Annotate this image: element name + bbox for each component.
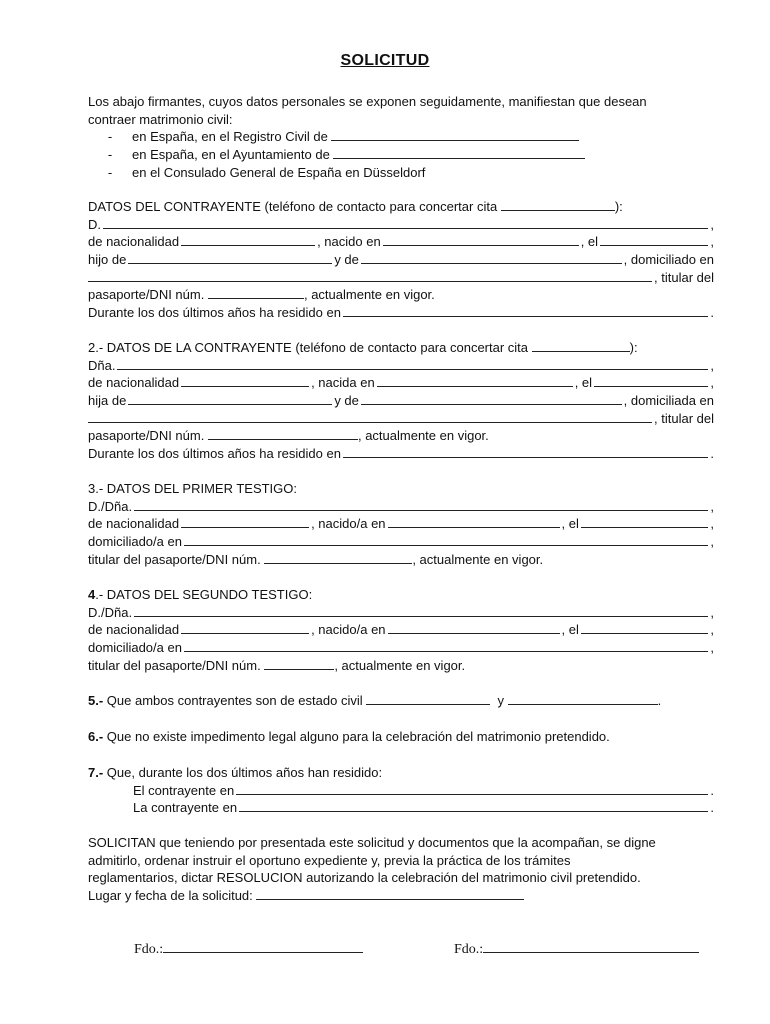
item-number: 7.-: [88, 765, 104, 780]
label: Lugar y fecha de la solicitud:: [88, 888, 253, 904]
label: , nacida en: [311, 375, 375, 391]
option-ayuntamiento: [88, 146, 714, 164]
solicitan-line-3: reglamentarios, dictar RESOLUCION autorizando la celebración del matrimonio civil pretendido.: [88, 870, 641, 886]
contrayenta-parents-line: [88, 392, 714, 410]
label: Durante los dos últimos años ha residido en: [88, 446, 341, 462]
label: de nacionalidad: [88, 622, 180, 638]
label: y de: [334, 252, 359, 268]
section-heading: 2.- DATOS DE LA CONTRAYENTE (teléfono de contacto para concertar cita: [88, 340, 529, 355]
contrayenta-birthdate-field[interactable]: [594, 374, 708, 387]
contrayenta-section: [88, 339, 714, 463]
punct: ):: [614, 199, 623, 214]
item-number: 5.-: [88, 693, 104, 708]
punct: ,: [710, 498, 714, 514]
solicitan-line-2: admitirlo, ordenar instruir el oportuno expediente y, previa la práctica de los trámites: [88, 852, 571, 868]
label: La contrayente en: [133, 800, 238, 816]
punct: ):: [629, 340, 638, 355]
option-label: en España, en el Registro Civil de: [132, 129, 328, 145]
dash-marker: -: [107, 129, 113, 145]
punct: .: [710, 305, 714, 321]
name-prefix: D./Dña.: [88, 604, 133, 620]
contrayente-passport-field[interactable]: [208, 286, 304, 299]
contrayente-phone-field[interactable]: [501, 198, 615, 211]
contrayenta-header: [88, 339, 714, 357]
name-prefix: Dña.: [88, 357, 116, 373]
contrayenta-passport-field[interactable]: [208, 427, 358, 440]
item7-contrayenta-line: [88, 799, 714, 817]
contrayente-parents-line: [88, 251, 714, 269]
option-label: en el Consulado General de España en Düsseldorf: [132, 164, 426, 180]
contrayenta-address-line: [88, 410, 714, 428]
punct: .: [710, 800, 714, 816]
contrayenta-name-line: [88, 357, 714, 375]
contrayente-nationality-field[interactable]: [181, 233, 315, 246]
document-title: SOLICITUD: [340, 52, 430, 69]
contrayenta-residence-field[interactable]: [343, 445, 708, 458]
punct: .: [710, 782, 714, 798]
item7-contrayenta-field[interactable]: [239, 799, 708, 812]
contrayenta-birthplace-field[interactable]: [377, 374, 573, 387]
item7-line: [88, 764, 714, 782]
label: y: [497, 693, 504, 708]
testigo1-name-field[interactable]: [134, 498, 708, 511]
label: titular del pasaporte/DNI núm.: [88, 551, 261, 567]
contrayenta-name-field[interactable]: [117, 357, 708, 370]
registro-civil-field[interactable]: [331, 128, 579, 141]
label: domiciliado/a en: [88, 640, 182, 656]
contrayente-passport-line: [88, 286, 714, 304]
item5-line: [88, 692, 714, 710]
section-heading: 3.- DATOS DEL PRIMER TESTIGO:: [88, 481, 298, 496]
civil-status-contrayente-field[interactable]: [366, 692, 490, 705]
testigo2-address-field[interactable]: [184, 639, 708, 652]
punct: ,: [710, 604, 714, 620]
signature-label: Fdo.:: [454, 942, 484, 957]
testigo1-name-line: [88, 498, 714, 516]
item7-contrayente-field[interactable]: [236, 782, 708, 795]
solicitan-section: [88, 834, 714, 905]
punct: ,: [710, 640, 714, 656]
item-text: Que, durante los dos últimos años han residido:: [106, 765, 383, 780]
label: , nacido/a en: [311, 622, 386, 638]
section-heading: [88, 586, 714, 604]
section-number: 4: [88, 587, 96, 602]
label: El contrayente en: [133, 782, 235, 798]
testigo2-passport-line: [88, 657, 714, 675]
section-heading-text: .- DATOS DEL SEGUNDO TESTIGO:: [95, 587, 313, 602]
label: titular del pasaporte/DNI núm.: [88, 657, 261, 673]
punct: .: [710, 446, 714, 462]
intro-section: [88, 93, 714, 181]
item6-line: [88, 728, 714, 746]
contrayenta-mother-field[interactable]: [361, 392, 622, 405]
contrayente-residence-line: [88, 304, 714, 322]
testigo2-section: [88, 586, 714, 674]
contrayenta-nationality-line: [88, 374, 714, 392]
punct: ,: [710, 516, 714, 532]
punct: ,: [710, 375, 714, 391]
testigo1-section: [88, 480, 714, 568]
testigo2-nationality-line: [88, 621, 714, 639]
label: , domiciliada en: [623, 393, 714, 409]
signature-right: [454, 940, 699, 958]
label: , actualmente en vigor.: [334, 657, 466, 673]
testigo1-birthdate-field[interactable]: [581, 515, 709, 528]
name-prefix: D.: [88, 216, 101, 232]
testigo1-address-line: [88, 533, 714, 551]
testigo2-name-field[interactable]: [134, 604, 708, 617]
punct: ,: [710, 534, 714, 550]
civil-status-contrayenta-field[interactable]: [508, 692, 658, 705]
contrayente-address-field[interactable]: [88, 269, 652, 282]
testigo1-passport-field[interactable]: [264, 551, 412, 564]
option-registro-civil: [88, 128, 714, 146]
solicitan-line-1: SOLICITAN que teniendo por presentada este solicitud y documentos que la acompañan, se digne: [88, 835, 656, 850]
contrayenta-phone-field[interactable]: [532, 339, 630, 352]
item5-section: [88, 692, 714, 710]
signature-label: Fdo.:: [134, 942, 164, 957]
label: , nacido en: [317, 234, 381, 250]
label: , nacido/a en: [311, 516, 386, 532]
contrayente-birthdate-field[interactable]: [600, 233, 708, 246]
signature-left: [134, 940, 363, 958]
signature-right-field[interactable]: [483, 940, 699, 953]
label: , actualmente en vigor.: [357, 428, 489, 444]
contrayente-header: [88, 198, 714, 216]
contrayente-section: [88, 198, 714, 322]
contrayente-name-field[interactable]: [103, 216, 708, 229]
item6-section: [88, 728, 714, 746]
punct: .: [657, 693, 662, 708]
contrayenta-residence-line: [88, 445, 714, 463]
label: hijo de: [88, 252, 127, 268]
label: de nacionalidad: [88, 234, 180, 250]
name-prefix: D./Dña.: [88, 498, 133, 514]
label: , titular del: [654, 410, 714, 426]
signature-left-field[interactable]: [163, 940, 363, 953]
testigo1-nationality-line: [88, 515, 714, 533]
label: , domiciliado en: [623, 252, 714, 268]
contrayente-nationality-line: [88, 233, 714, 251]
testigo1-passport-line: [88, 551, 714, 569]
contrayente-name-line: [88, 216, 714, 234]
section-heading: DATOS DEL CONTRAYENTE (teléfono de contacto para concertar cita: [88, 199, 498, 214]
contrayente-mother-field[interactable]: [361, 251, 622, 264]
contrayente-address-line: [88, 269, 714, 287]
testigo2-birthdate-field[interactable]: [581, 621, 709, 634]
dash-marker: -: [107, 147, 113, 163]
contrayenta-address-field[interactable]: [88, 410, 652, 423]
testigo1-address-field[interactable]: [184, 533, 708, 546]
item7-contrayente-line: [88, 782, 714, 800]
lugar-fecha-field[interactable]: [256, 887, 524, 900]
punct: ,: [710, 622, 714, 638]
label: y de: [334, 393, 359, 409]
testigo2-address-line: [88, 639, 714, 657]
testigo2-birthplace-field[interactable]: [388, 621, 560, 634]
intro-line-1: Los abajo firmantes, cuyos datos personales se exponen seguidamente, manifiestan que desean: [88, 94, 647, 109]
lugar-fecha-line: [88, 887, 714, 905]
punct: ,: [710, 357, 714, 373]
testigo2-name-line: [88, 604, 714, 622]
testigo1-birthplace-field[interactable]: [388, 515, 560, 528]
item-text: Que ambos contrayentes son de estado civil: [106, 693, 363, 708]
option-label: en España, en el Ayuntamiento de: [132, 147, 330, 163]
dash-marker: -: [107, 164, 113, 180]
testigo1-nationality-field[interactable]: [181, 515, 309, 528]
label: , titular del: [654, 269, 714, 285]
intro-line-2: contraer matrimonio civil:: [88, 111, 233, 127]
ayuntamiento-field[interactable]: [333, 146, 585, 159]
label: Durante los dos últimos años ha residido en: [88, 305, 341, 321]
label: , actualmente en vigor.: [303, 287, 435, 303]
label: de nacionalidad: [88, 516, 180, 532]
label: , el: [561, 622, 579, 638]
label: pasaporte/DNI núm.: [88, 428, 205, 444]
contrayenta-father-field[interactable]: [128, 392, 332, 405]
label: de nacionalidad: [88, 375, 180, 391]
contrayenta-nationality-field[interactable]: [181, 374, 309, 387]
punct: ,: [710, 216, 714, 232]
contrayente-residence-field[interactable]: [343, 304, 708, 317]
item-number: 6.-: [88, 729, 104, 744]
label: pasaporte/DNI núm.: [88, 287, 205, 303]
label: , actualmente en vigor.: [412, 551, 544, 567]
label: , el: [574, 375, 593, 391]
testigo2-nationality-field[interactable]: [181, 621, 309, 634]
label: , el: [561, 516, 579, 532]
label: domiciliado/a en: [88, 534, 182, 550]
label: hija de: [88, 393, 127, 409]
item7-section: [88, 764, 714, 817]
punct: ,: [710, 234, 714, 250]
testigo2-passport-field[interactable]: [264, 657, 334, 670]
option-consulado: [88, 164, 714, 182]
contrayente-birthplace-field[interactable]: [383, 233, 579, 246]
contrayente-father-field[interactable]: [128, 251, 332, 264]
contrayenta-passport-line: [88, 427, 714, 445]
label: , el: [580, 234, 599, 250]
item-text: Que no existe impedimento legal alguno para la celebración del matrimonio pretendido.: [106, 729, 610, 744]
